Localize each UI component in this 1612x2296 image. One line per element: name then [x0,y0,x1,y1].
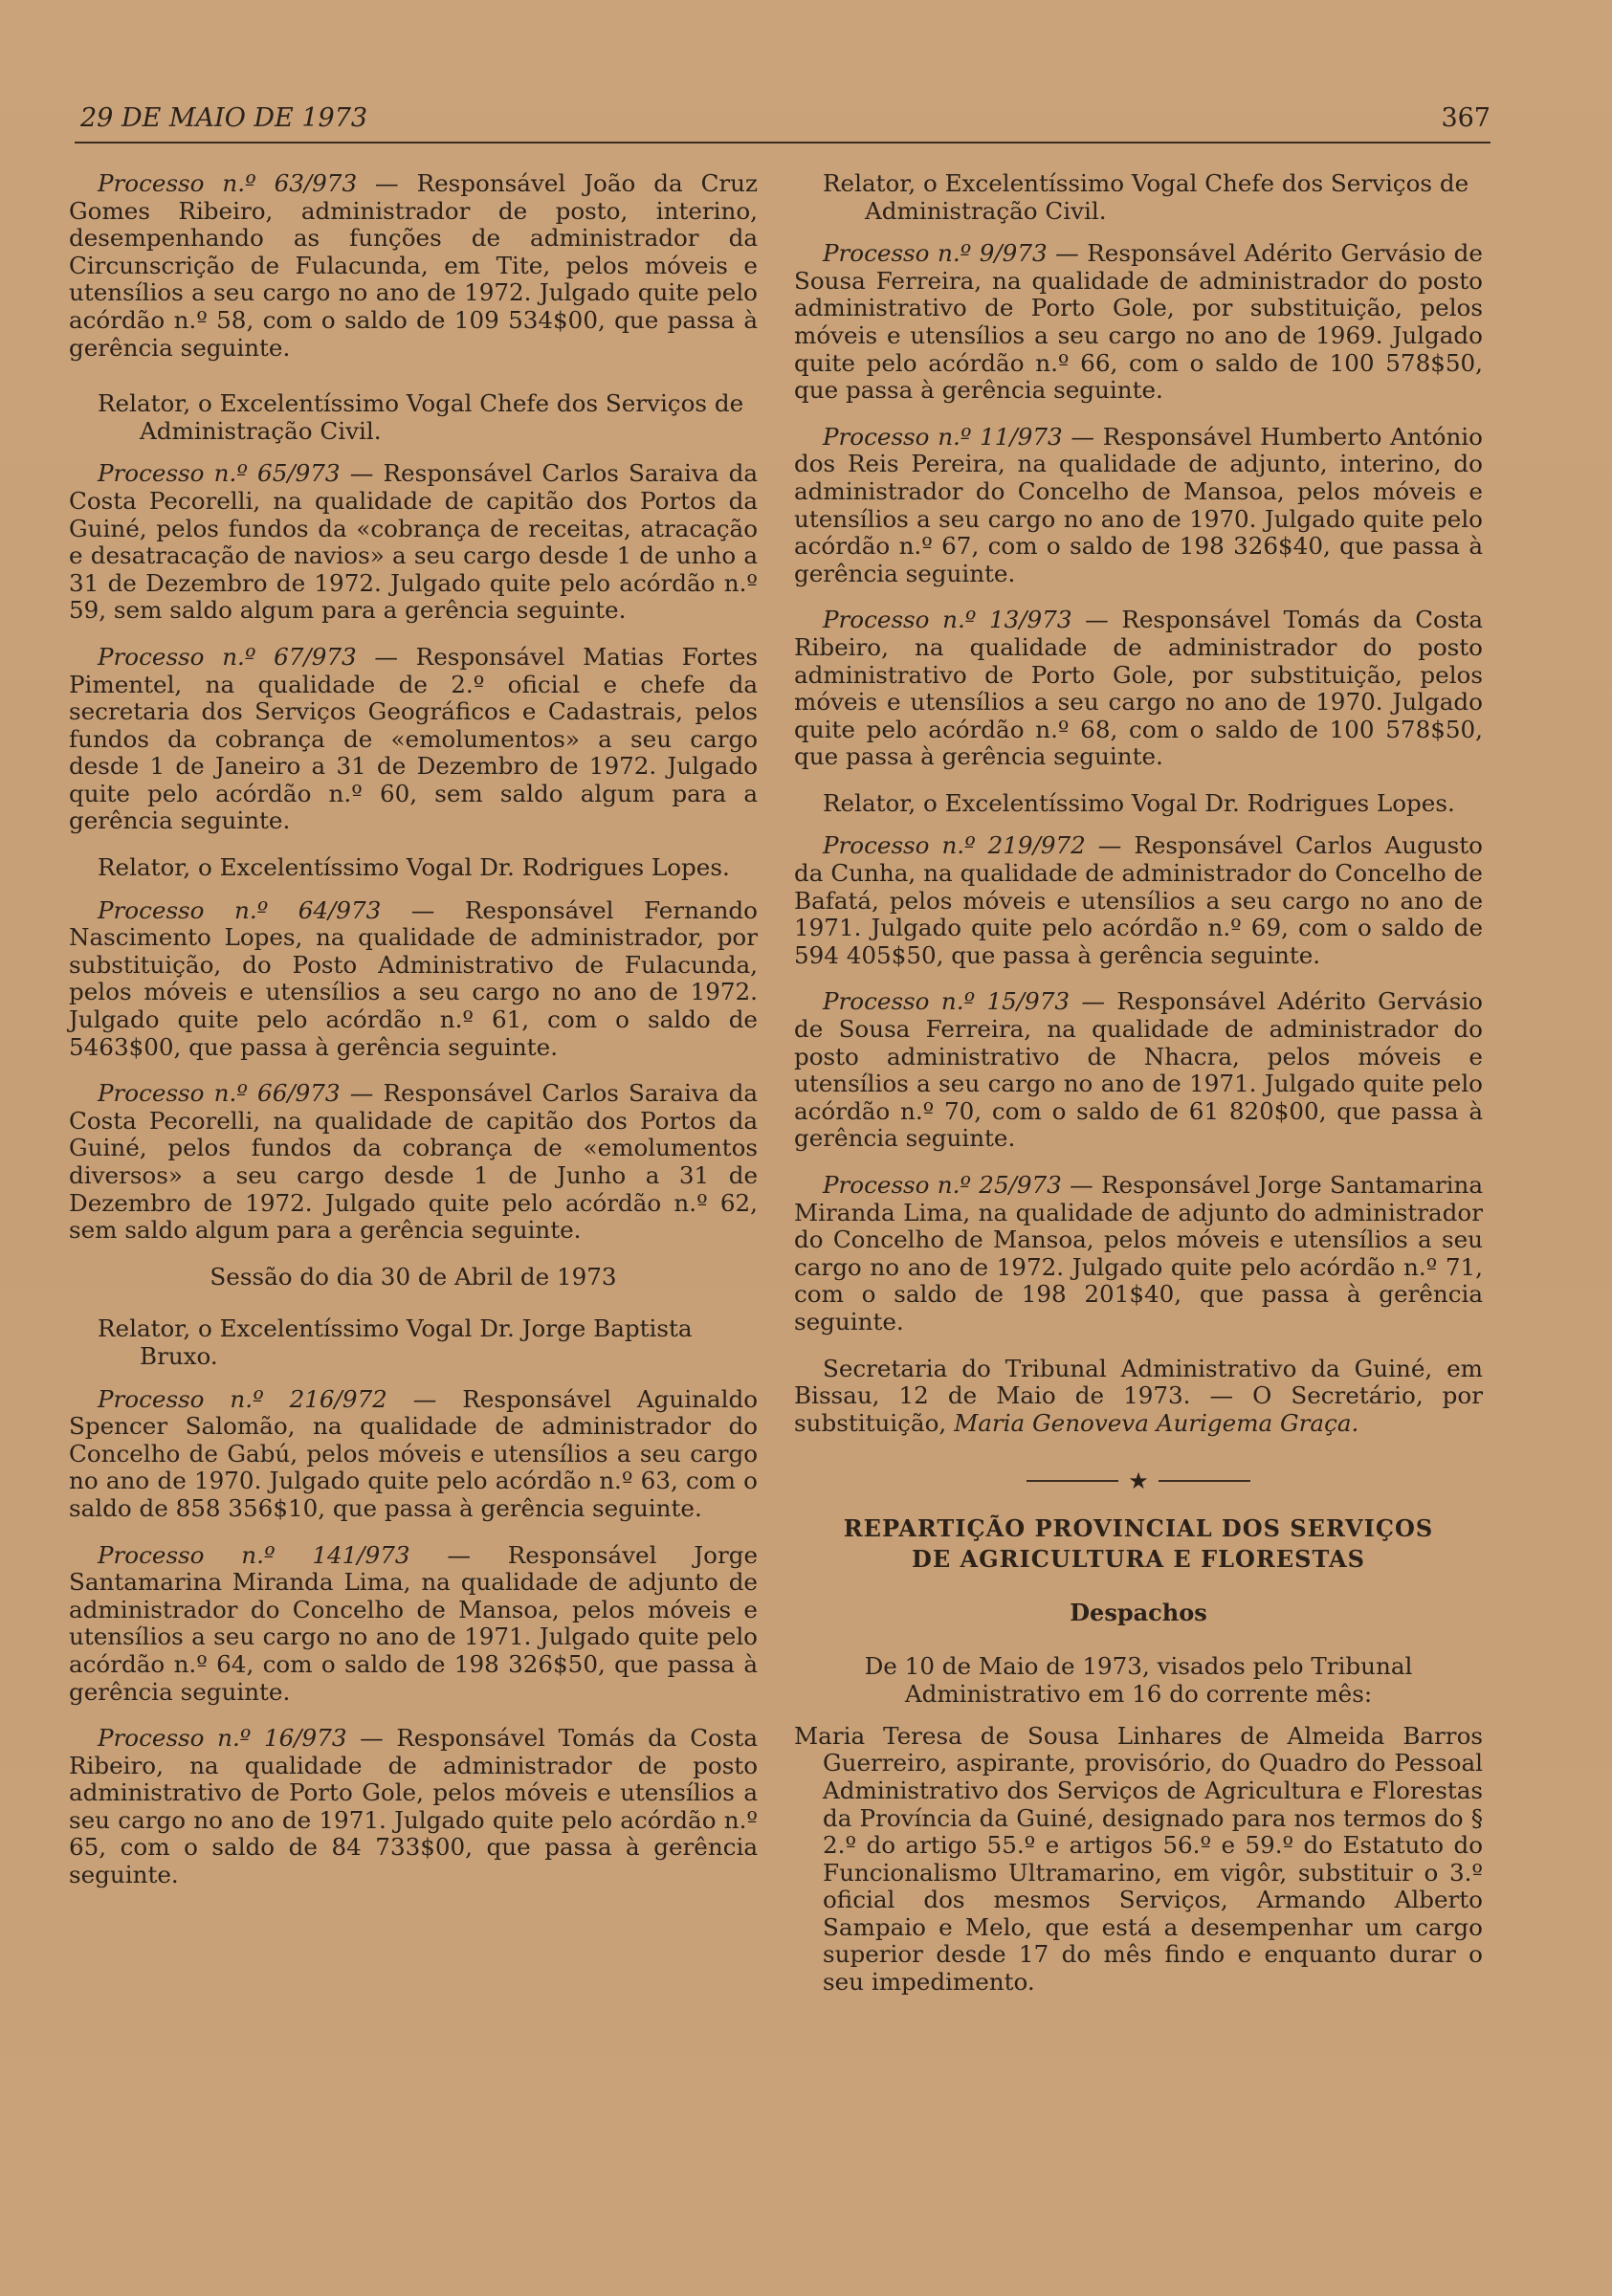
process-label: Processo n.º 66/973 [98,1079,341,1108]
process-label: Processo n.º 15/973 [823,987,1070,1016]
process-label: Processo n.º 11/973 [823,422,1063,451]
process-label: Processo n.º 219/972 [823,831,1086,860]
signatory-name: Maria Genoveva Aurigema Graça. [954,1408,1359,1437]
process-text: — Responsável Aguinaldo Spencer Salomão, na qualidade de administrador do Concelho de Gabú, pelos móveis e utensílios a seu cargo no ano de 1970. Julgado quite pelo acórdão n.º 63, com o saldo de 858 356$10, que passa à gerência seguinte. [69,1384,758,1522]
process-label: Processo n.º 25/973 [823,1171,1062,1199]
section-divider [794,1466,1483,1494]
process-text: — Responsável Jorge Santamarina Miranda Lima, na qualidade de adjunto de administrador do Concelho de Mansoa, pelos móveis e utensílios a seu cargo no ano de 1971. Julgado quite pelo acórdão n.º 64, com o saldo de 198 326$50, que passa à gerência seguinte. [69,1540,758,1706]
process-text: — Responsável Adérito Gervásio de Sousa Ferreira, na qualidade de administrador do posto administrativo de Nhacra, pelos móveis e utensílios a seu cargo no ano de 1971. Julgado quite pelo acórdão n.º 70, com o saldo de 61 820$00, que passa à gerência seguinte. [794,987,1483,1153]
process-entry [794,424,1483,588]
process-text: — Responsável Carlos Saraiva da Costa Pecorelli, na qualidade de capitão dos Portos da Guiné, pelos fundos da «cobrança de receitas, atracação e desatracação de navios» a seu cargo desde 1 de unho a 31 de Dezembro de 1972. Julgado quite pelo acórdão n.º 59, sem saldo algum para a gerência seguinte. [69,459,758,625]
process-entry [69,1725,758,1889]
rapporteur-line: Relator, o Excelentíssimo Vogal Dr. Jorge Baptista Bruxo. [98,1314,693,1370]
right-column [794,170,1483,1997]
session-heading: Sessão do dia 30 de Abril de 1973 [210,1262,617,1291]
process-label: Processo n.º 16/973 [98,1724,347,1753]
header-rule [75,142,1491,144]
divider-line [1159,1480,1250,1482]
section-title-line: REPARTIÇÃO PROVINCIAL DOS SERVIÇOS [843,1514,1434,1543]
process-entry [69,460,758,625]
despacho-intro [794,1652,1483,1708]
page-number: 367 [1441,103,1491,133]
process-entry [69,897,758,1062]
intro-line: Administrativo em 16 do corrente mês: [904,1679,1373,1708]
process-text: — Responsável Tomás da Costa Ribeiro, na qualidade de administrador do posto administrativo de Porto Gole, por substituição, pelos móveis e utensílios a seu cargo no ano de 1970. Julgado quite pelo acórdão n.º 68, com o saldo de 100 578$50, que passa à gerência seguinte. [794,606,1483,771]
process-entry [794,240,1483,405]
process-label: Processo n.º 141/973 [98,1540,410,1569]
section-title [794,1513,1483,1575]
process-entry [69,644,758,835]
rapporteur-line: Relator, o Excelentíssimo Vogal Chefe dos Serviços de Administração Civil. [98,389,744,445]
process-label: Processo n.º 63/973 [98,169,358,197]
subsection-heading: Despachos [1070,1599,1207,1627]
rapporteur-line: Relator, o Excelentíssimo Vogal Dr. Rodrigues Lopes. [823,788,1455,817]
process-entry [69,1080,758,1245]
process-text: — Responsável Jorge Santamarina Miranda Lima, na qualidade de adjunto do administrador do Concelho de Mansoa, pelos móveis e utensílios a seu cargo no ano de 1972. Julgado quite pelo acórdão n.º 71, com o saldo de 198 201$40, que passa à gerência seguinte. [794,1171,1483,1336]
process-entry [794,832,1483,969]
despacho-entry: Maria Teresa de Sousa Linhares de Almeida Barros Guerreiro, aspirante, provisório, do Quadro do Pessoal Administrativo dos Serviços de Agricultura e Florestas da Província da Guiné, designado para nos termos do § 2.º do artigo 55.º e artigos 56.º e 59.º do Estatuto do Funcionalismo Ultramarino, em vigôr, substituir o 3.º oficial dos mesmos Serviços, Armando Alberto Sampaio e Melo, que está a desempenhar um cargo superior desde 17 do mês findo e enquanto durar o seu impedimento. [794,1721,1483,1997]
process-text: — Responsável Humberto António dos Reis Pereira, na qualidade de adjunto, interino, do administrador do Concelho de Mansoa, pelos móveis e utensílios a seu cargo no ano de 1970. Julgado quite pelo acórdão n.º 67, com o saldo de 198 326$40, que passa à gerência seguinte. [794,422,1483,587]
section-title-line: DE AGRICULTURA E FLORESTAS [912,1545,1365,1574]
process-label: Processo n.º 65/973 [98,459,341,488]
process-label: Processo n.º 216/972 [98,1384,387,1413]
process-text: — Responsável Adérito Gervásio de Sousa Ferreira, na qualidade de administrador do posto administrativo de Porto Gole, por substituição, pelos móveis e utensílios a seu cargo no ano de 1969. Julgado quite pelo acórdão n.º 66, com o saldo de 100 578$50, que passa à gerência seguinte. [794,239,1483,405]
secretariat-signature [794,1356,1483,1438]
process-text: — Responsável Fernando Nascimento Lopes, na qualidade de administrador, por substituição, do Posto Administrativo de Fulacunda, pelos móveis e utensílios a seu cargo no ano de 1972. Julgado quite pelo acórdão n.º 61, com o saldo de 5463$00, que passa à gerência seguinte. [69,895,758,1061]
process-entry [69,1386,758,1523]
process-label: Processo n.º 67/973 [98,642,357,671]
intro-line: De 10 de Maio de 1973, visados pelo Tribunal [864,1651,1413,1680]
process-label: Processo n.º 13/973 [823,606,1072,634]
process-label: Processo n.º 64/973 [98,895,382,924]
process-text: — Responsável Matias Fortes Pimentel, na qualidade de 2.º oficial e chefe da secretaria dos Serviços Geográficos e Cadastrais, pelos fundos da cobrança de «emolumentos» a seu cargo desde 1 de Janeiro a 31 de Dezembro de 1972. Julgado quite pelo acórdão n.º 60, sem saldo algum para a gerência seguinte. [69,642,758,835]
process-entry [69,170,758,362]
left-column [69,170,758,1909]
process-text: — Responsável João da Cruz Gomes Ribeiro, administrador de posto, interino, desempenhando as funções de administrador da Circunscrição de Fulacunda, em Tite, pelos móveis e utensílios a seu cargo no ano de 1972. Julgado quite pelo acórdão n.º 58, com o saldo de 109 534$00, que passa à gerência seguinte. [69,169,758,362]
process-entry [69,1542,758,1707]
divider-line [1027,1480,1118,1482]
process-entry [794,607,1483,771]
process-entry [794,1172,1483,1336]
star-icon: ★ [1128,1467,1149,1494]
process-text: — Responsável Carlos Augusto da Cunha, na qualidade de administrador do Concelho de Bafatá, pelos móveis e utensílios a seu cargo no ano de 1971. Julgado quite pelo acórdão n.º 69, com o saldo de 594 405$50, que passa à gerência seguinte. [794,831,1483,969]
page-header [75,103,1491,142]
process-text: — Responsável Tomás da Costa Ribeiro, na qualidade de administrador de posto administrativo de Porto Gole, pelos móveis e utensílios a seu cargo no ano de 1971. Julgado quite pelo acórdão n.º 65, com o saldo de 84 733$00, que passa à gerência seguinte. [69,1724,758,1889]
process-label: Processo n.º 9/973 [823,239,1048,268]
signature-text: Secretaria do Tribunal Administrativo da Guiné, em Bissau, 12 de Maio de 1973. — O Secretário, por substituição, [794,1354,1483,1437]
process-text: — Responsável Carlos Saraiva da Costa Pecorelli, na qualidade de capitão dos Portos da Guiné, pelos fundos da cobrança de «emolumentos diversos» a seu cargo desde 1 de Junho a 31 de Dezembro de 1972. Julgado quite pelo acórdão n.º 62, sem saldo algum para a gerência seguinte. [69,1079,758,1245]
header-date: 29 DE MAIO DE 1973 [80,103,368,133]
rapporteur-line: Relator, o Excelentíssimo Vogal Dr. Rodrigues Lopes. [98,853,730,882]
rapporteur-line: Relator, o Excelentíssimo Vogal Chefe dos Serviços de Administração Civil. [823,169,1469,225]
process-entry [794,988,1483,1153]
